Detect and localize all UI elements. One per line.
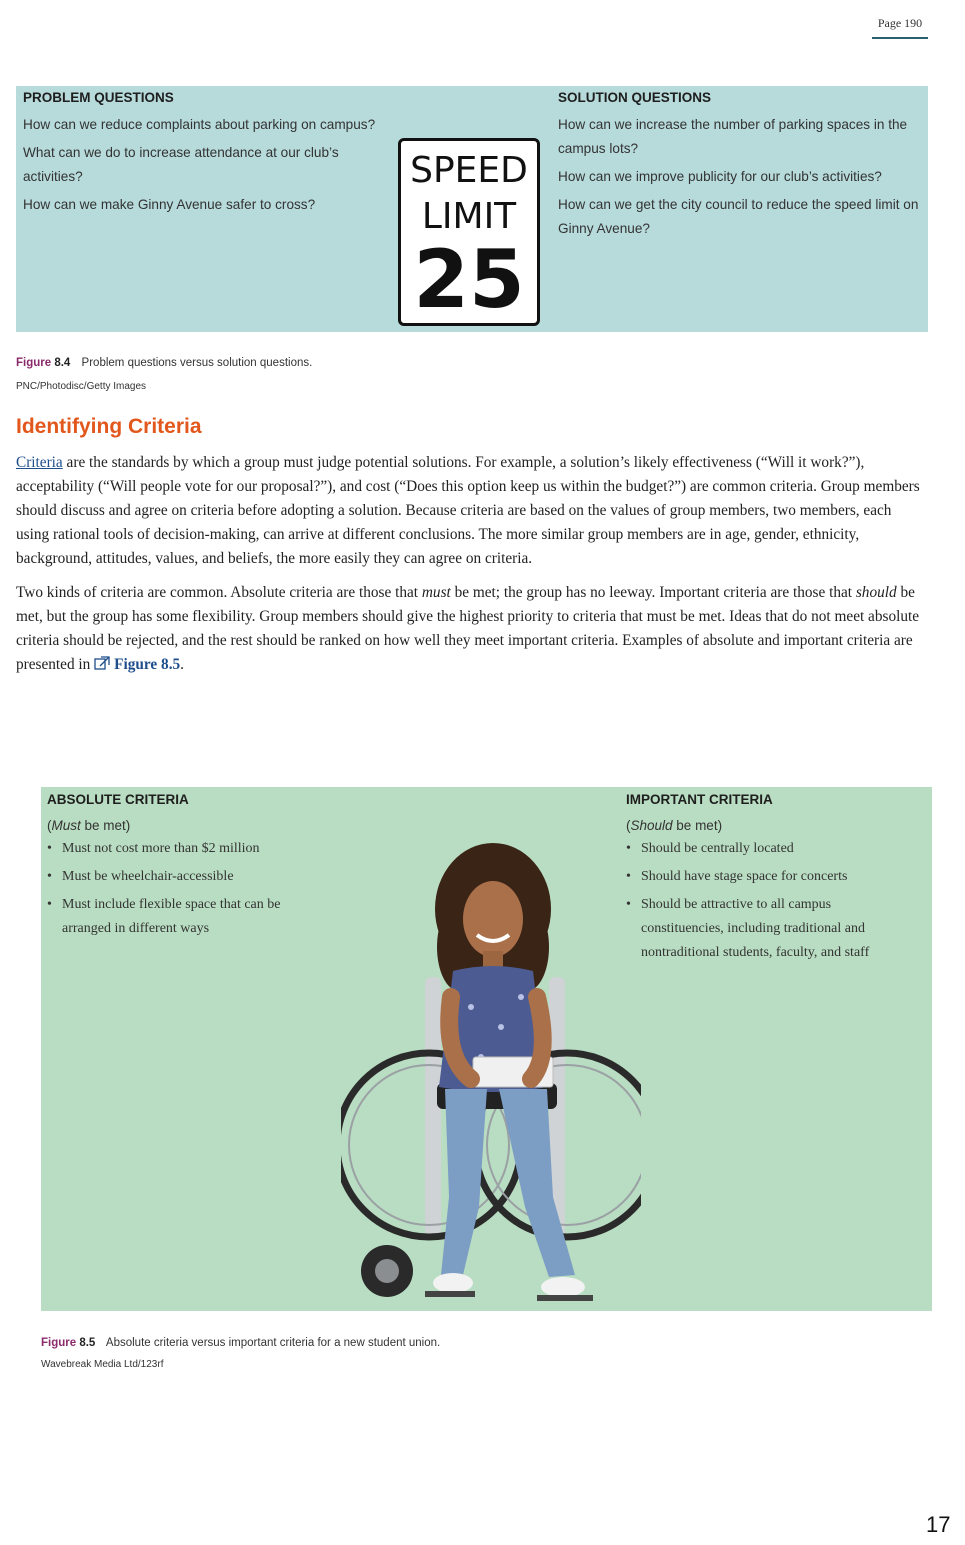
list-item: • Must include flexible space that can be arranged in different ways <box>47 893 317 941</box>
section-heading: Identifying Criteria <box>16 415 202 438</box>
emphasis-must: must <box>421 584 451 601</box>
absolute-criteria-subheading: (Must be met) <box>47 818 131 833</box>
list-item: • Should be attractive to all campus constituencies, including traditional and nontraditional students, faculty, and staff <box>626 893 901 965</box>
speed-limit-sign <box>398 138 540 326</box>
subheading-rest: be met) <box>80 818 131 833</box>
important-criteria-heading: IMPORTANT CRITERIA <box>626 792 773 807</box>
solution-questions-heading: SOLUTION QUESTIONS <box>558 90 712 105</box>
caption-label: Figure <box>41 1337 77 1349</box>
figure-8-5-caption <box>41 1337 440 1349</box>
paragraph-2-text-b: be met; the group has no leeway. Important criteria are those that <box>450 584 856 601</box>
list-item: • Should be centrally located <box>626 837 901 861</box>
problem-questions-list <box>23 113 385 221</box>
paragraph-2-end: . <box>180 656 184 673</box>
list-item: • Must be wheelchair-accessible <box>47 865 317 889</box>
subheading-rest: be met) <box>672 818 723 833</box>
caption-text: Problem questions versus solution questions. <box>81 357 313 369</box>
caption-number: 8.4 <box>54 357 71 369</box>
paragraph-1-text: are the standards by which a group must judge potential solutions. For example, a solution’s likely effectiveness (“Will it work?”), acceptability (“Will people vote for our proposal?”), and cost (“Does this option keep us within the budget?”) are common criteria. Group members should discuss and agree on criteria before adopting a solution. Because criteria are based on the values of group members, two members, each using rational tools of decision-making, can arrive at different conclusions. The more similar group members are in age, gender, ethnicity, background, attitudes, values, and beliefs, the more easily they can agree on criteria. <box>16 454 920 567</box>
criteria-link[interactable]: Criteria <box>16 454 63 471</box>
sign-line-3: 25 <box>413 233 525 326</box>
figure-8-5-credit: Wavebreak Media Ltd/123rf <box>41 1359 164 1370</box>
paragraph-2-text-c: be met, but the group has some flexibility. Group members should give the highest priority to criteria that must be met. Ideas that do not meet absolute criteria should be rejected, and the rest should be ranked on how well they meet important criteria. Examples of absolute and important criteria are presented in <box>16 584 920 673</box>
absolute-criteria-heading: ABSOLUTE CRITERIA <box>47 792 189 807</box>
page-number: Page 190 <box>872 16 928 39</box>
list-item: • Should have stage space for concerts <box>626 865 901 889</box>
list-item: How can we improve publicity for our club’s activities? <box>558 169 882 184</box>
figure-8-5-link[interactable]: Figure 8.5 <box>114 656 181 673</box>
important-criteria-list <box>626 837 901 969</box>
paragraph-1 <box>16 451 928 571</box>
figure-8-4-credit: PNC/Photodisc/Getty Images <box>16 381 147 392</box>
student-wheelchair-photo <box>341 827 641 1311</box>
external-link-icon <box>94 654 110 678</box>
footer-page-number: 17 <box>926 1512 951 1537</box>
paragraph-2-text-a: Two kinds of criteria are common. Absolute criteria are those that <box>16 584 422 601</box>
problem-questions-heading: PROBLEM QUESTIONS <box>23 90 174 105</box>
emphasis-must: Must <box>51 818 81 833</box>
emphasis-should: Should <box>630 818 673 833</box>
caption-label: Figure <box>16 357 52 369</box>
list-item: • Must not cost more than $2 million <box>47 837 317 861</box>
figure-8-4-panel <box>16 86 928 332</box>
solution-questions-list <box>558 113 920 245</box>
figure-8-5-panel <box>41 787 932 1311</box>
list-item: How can we get the city council to reduce the speed limit on Ginny Avenue? <box>558 197 919 236</box>
list-item: How can we increase the number of parking spaces in the campus lots? <box>558 117 908 156</box>
caption-number: 8.5 <box>79 1337 96 1349</box>
list-item: How can we make Ginny Avenue safer to cross? <box>23 197 316 212</box>
caption-text: Absolute criteria versus important criteria for a new student union. <box>105 1337 441 1349</box>
sign-line-2: LIMIT <box>421 196 517 237</box>
absolute-criteria-list <box>47 837 317 945</box>
figure-8-4-caption <box>16 357 312 369</box>
paragraph-2 <box>16 581 928 678</box>
list-item: What can we do to increase attendance at our club’s activities? <box>23 145 339 184</box>
sign-line-1: SPEED <box>410 150 528 191</box>
important-criteria-subheading: (Should be met) <box>626 818 723 833</box>
list-item: How can we reduce complaints about parking on campus? <box>23 117 376 132</box>
emphasis-should: should <box>855 584 897 601</box>
